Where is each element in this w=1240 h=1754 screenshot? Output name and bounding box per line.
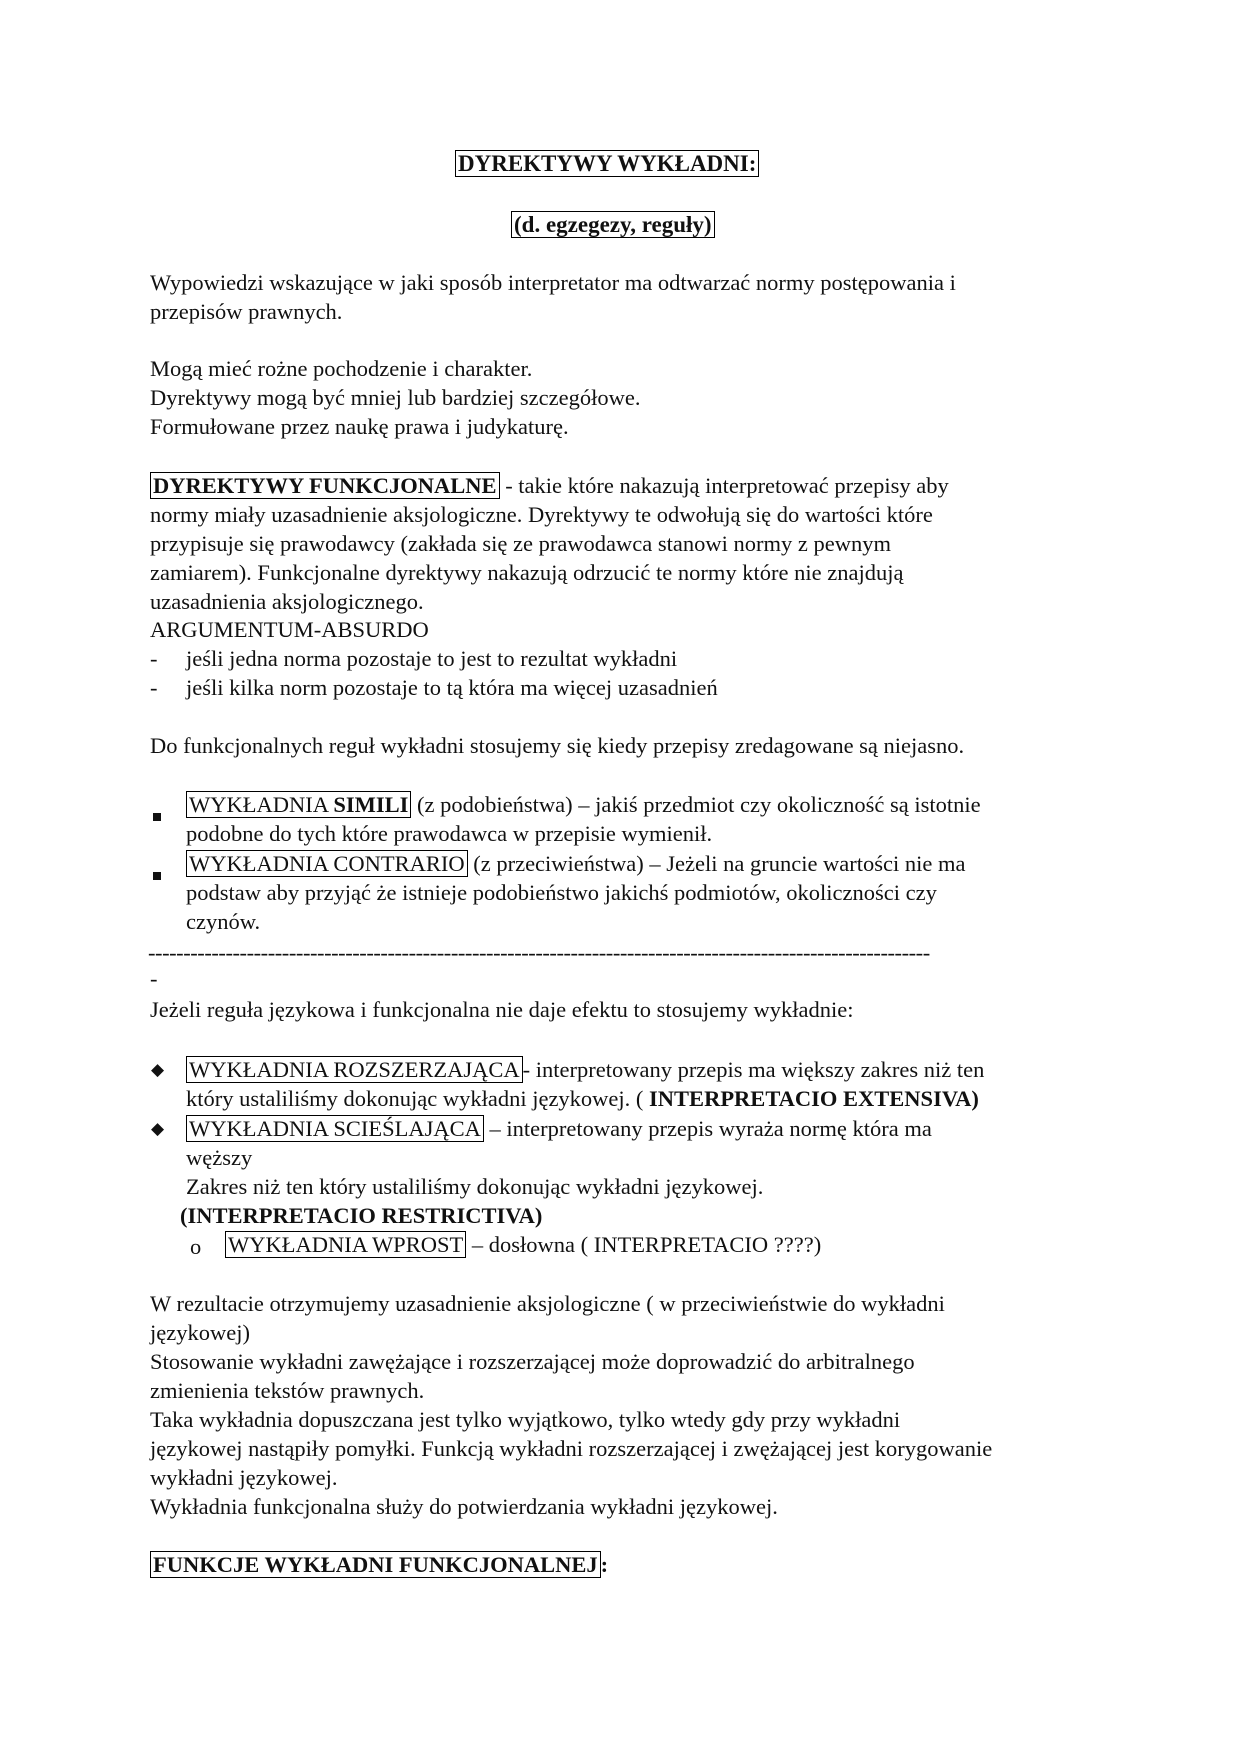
result-line-2: językowej) [150,1320,250,1345]
feature-line-2: Dyrektywy mogą być mniej lub bardziej szczegółowe. [150,385,641,410]
separator-line: --------------------------------------------------------------------------------------------------------------- [148,940,930,965]
result-line-6: językowej nastąpiły pomyłki. Funkcją wykładni rozszerzającej i zwężającej jest korygowanie [150,1436,993,1461]
result-line-1: W rezultacie otrzymujemy uzasadnienie aksjologiczne ( w przeciwieństwie do wykładni [150,1291,945,1316]
wprost-box: WYKŁADNIA WPROST [225,1231,466,1258]
result-line-4: zmienienia tekstów prawnych. [150,1378,425,1403]
dash-item-2: jeśli kilka norm pozostaje to tą która ma więcej uzasadnień [186,675,718,700]
simili-line-1: WYKŁADNIA SIMILI (z podobieństwa) – jakiś przedmiot czy okoliczność są istotnie [186,792,981,818]
separator-tail: - [150,966,158,991]
result-line-5: Taka wykładnia dopuszczana jest tylko wyjątkowo, tylko wtedy gdy przy wykładni [150,1407,901,1432]
extensive-box: WYKŁADNIA ROZSZERZAJĄCA [186,1056,523,1083]
unclear-rule: Do funkcjonalnych reguł wykładni stosujemy się kiedy przepisy zredagowane są niejasno. [150,733,965,758]
page-title: DYREKTYWY WYKŁADNI: [455,151,759,177]
functional-heading: DYREKTYWY FUNKCJONALNE [150,472,500,499]
result-line-8: Wykładnia funkcjonalna służy do potwierdzania wykładni językowej. [150,1494,778,1519]
dash-item-1: jeśli jedna norma pozostaje to jest to rezultat wykładni [186,646,678,671]
functional-line-3: przypisuje się prawodawcy (zakłada się ze prawodawca stanowi normy z pewnym [150,531,891,556]
if-rule: Jeżeli reguła językowa i funkcjonalna nie daje efektu to stosujemy wykładnie: [150,997,854,1022]
feature-line-3: Formułowane przez naukę prawa i judykaturę. [150,414,569,439]
dash-marker: - [150,675,158,700]
contrario-line-1: WYKŁADNIA CONTRARIO (z przeciwieństwa) – Jeżeli na gruncie wartości nie ma [186,851,966,877]
square-bullet-icon [153,801,161,827]
functional-definition-start: - takie które nakazują interpretować przepisy aby [499,473,949,498]
extensive-line-2: który ustaliliśmy dokonując wykładni językowej. ( INTERPRETACIO EXTENSIVA) [186,1086,979,1111]
contrario-line-2: podstaw aby przyjąć że istnieje podobieństwo jakichś podmiotów, okoliczności czy [186,880,937,905]
restrictive-line-1: WYKŁADNIA SCIEŚLAJĄCA – interpretowany przepis wyraża normę która ma [186,1116,932,1142]
functional-line-5: uzasadnienia aksjologicznego. [150,589,424,614]
functional-line-4: zamiarem). Funkcjonalne dyrektywy nakazują odrzucić te normy które nie znajdują [150,560,904,585]
page-subtitle: (d. egzegezy, reguły) [511,212,715,238]
restrictive-line-4: (INTERPRETACIO RESTRICTIVA) [180,1203,543,1228]
square-bullet-icon [153,860,161,886]
functions-heading: FUNKCJE WYKŁADNI FUNKCJONALNEJ : [150,1552,608,1578]
wprost-line: WYKŁADNIA WPROST – dosłowna ( INTERPRETACIO ????) [225,1232,821,1258]
functional-first-line [150,473,949,499]
restrictive-line-2: węższy [186,1145,253,1170]
intro-line-2: przepisów prawnych. [150,299,343,324]
result-line-7: wykładni językowej. [150,1465,338,1490]
feature-line-1: Mogą mieć rożne pochodzenie i charakter. [150,356,533,381]
intro-line-1: Wypowiedzi wskazujące w jaki sposób interpretator ma odtwarzać normy postępowania i [150,270,956,295]
contrario-line-3: czynów. [186,909,261,934]
diamond-bullet-icon: ◆ [151,1060,165,1079]
argumentum-heading: ARGUMENTUM-ABSURDO [150,617,429,642]
restrictive-line-3: Zakres niż ten który ustaliliśmy dokonując wykładni językowej. [186,1174,764,1199]
functional-line-2: normy miały uzasadnienie aksjologiczne. Dyrektywy te odwołują się do wartości które [150,502,933,527]
wprost-marker: o [190,1234,202,1259]
extensive-line-1: WYKŁADNIA ROZSZERZAJĄCA - interpretowany przepis ma większy zakres niż ten [186,1057,984,1083]
simili-box: WYKŁADNIA SIMILI [186,791,411,818]
simili-line-2: podobne do tych które prawodawca w przepisie wymienił. [186,821,713,846]
result-line-3: Stosowanie wykładni zawężające i rozszerzającej może doprowadzić do arbitralnego [150,1349,915,1374]
contrario-box: WYKŁADNIA CONTRARIO [186,850,468,877]
dash-marker: - [150,646,158,671]
restrictive-box: WYKŁADNIA SCIEŚLAJĄCA [186,1115,484,1142]
diamond-bullet-icon: ◆ [151,1119,165,1138]
